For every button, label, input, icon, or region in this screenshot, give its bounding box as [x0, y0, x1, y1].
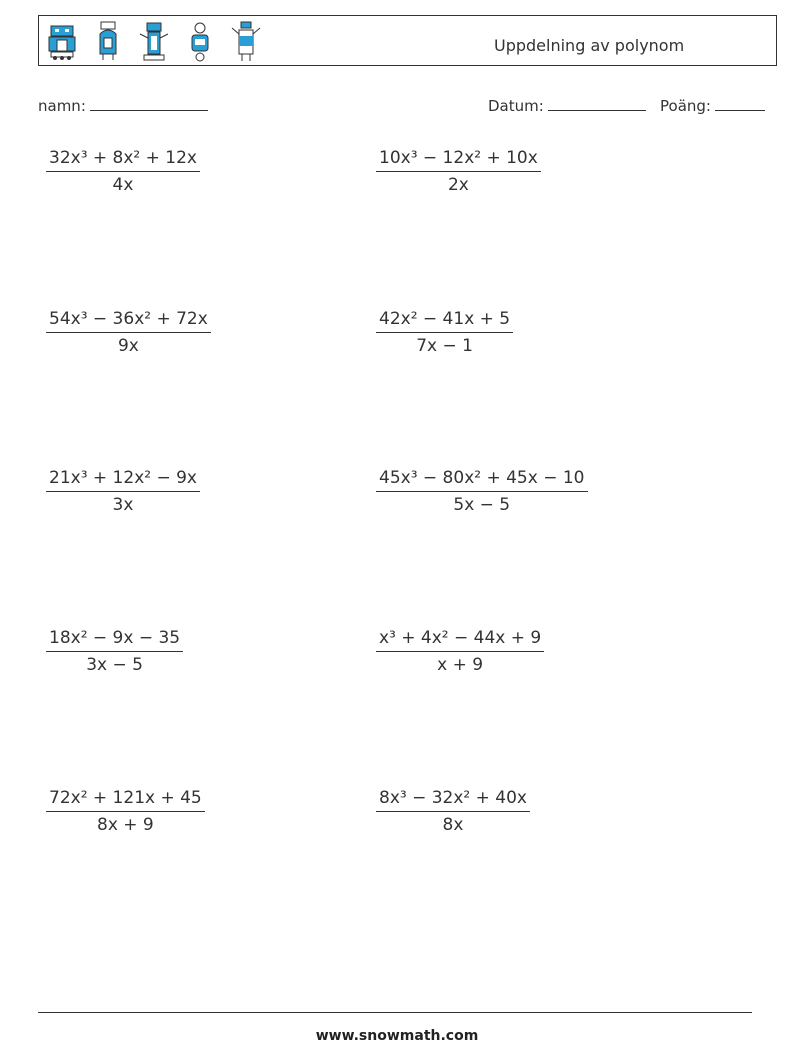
robot-icon-4	[181, 20, 219, 64]
date-field	[488, 94, 646, 115]
header-box	[38, 15, 777, 66]
problem	[376, 468, 588, 515]
denominator: x + 9	[437, 655, 484, 675]
denominator: 2x	[447, 175, 469, 195]
problem	[46, 468, 200, 515]
score-line[interactable]	[715, 94, 765, 111]
denominator: 8x	[442, 815, 464, 835]
name-label: namn:	[38, 97, 86, 115]
footer-url[interactable]: www.snowmath.com	[315, 1028, 479, 1044]
denominator: 5x − 5	[453, 495, 511, 515]
problem	[46, 309, 211, 356]
denominator: 4x	[112, 175, 134, 195]
numerator: 18x² − 9x − 35	[46, 628, 183, 652]
score-field	[660, 94, 765, 115]
name-line[interactable]	[90, 94, 208, 111]
name-field	[38, 94, 208, 115]
denominator: 7x − 1	[416, 336, 473, 356]
denominator: 3x	[112, 495, 134, 515]
robot-icon-5	[227, 20, 265, 64]
robot-icons	[43, 20, 265, 64]
date-line[interactable]	[548, 94, 646, 111]
numerator: 10x³ − 12x² + 10x	[376, 148, 541, 172]
robot-icon-3	[135, 20, 173, 64]
score-label: Poäng:	[660, 97, 711, 115]
denominator: 9x	[117, 336, 139, 356]
numerator: x³ + 4x² − 44x + 9	[376, 628, 544, 652]
problem	[376, 309, 513, 356]
numerator: 8x³ − 32x² + 40x	[376, 788, 530, 812]
numerator: 21x³ + 12x² − 9x	[46, 468, 200, 492]
numerator: 32x³ + 8x² + 12x	[46, 148, 200, 172]
problem	[46, 148, 200, 195]
problem	[376, 148, 541, 195]
numerator: 42x² − 41x + 5	[376, 309, 513, 333]
numerator: 45x³ − 80x² + 45x − 10	[376, 468, 588, 492]
date-label: Datum:	[488, 97, 544, 115]
denominator: 8x + 9	[97, 815, 154, 835]
problem	[376, 628, 544, 675]
robot-icon-1	[43, 20, 81, 64]
problem	[376, 788, 530, 835]
problem	[46, 788, 205, 835]
problem	[46, 628, 183, 675]
numerator: 54x³ − 36x² + 72x	[46, 309, 211, 333]
denominator: 3x − 5	[86, 655, 143, 675]
footer-divider	[38, 1012, 752, 1013]
page-title: Uppdelning av polynom	[494, 36, 685, 55]
robot-icon-2	[89, 20, 127, 64]
numerator: 72x² + 121x + 45	[46, 788, 205, 812]
